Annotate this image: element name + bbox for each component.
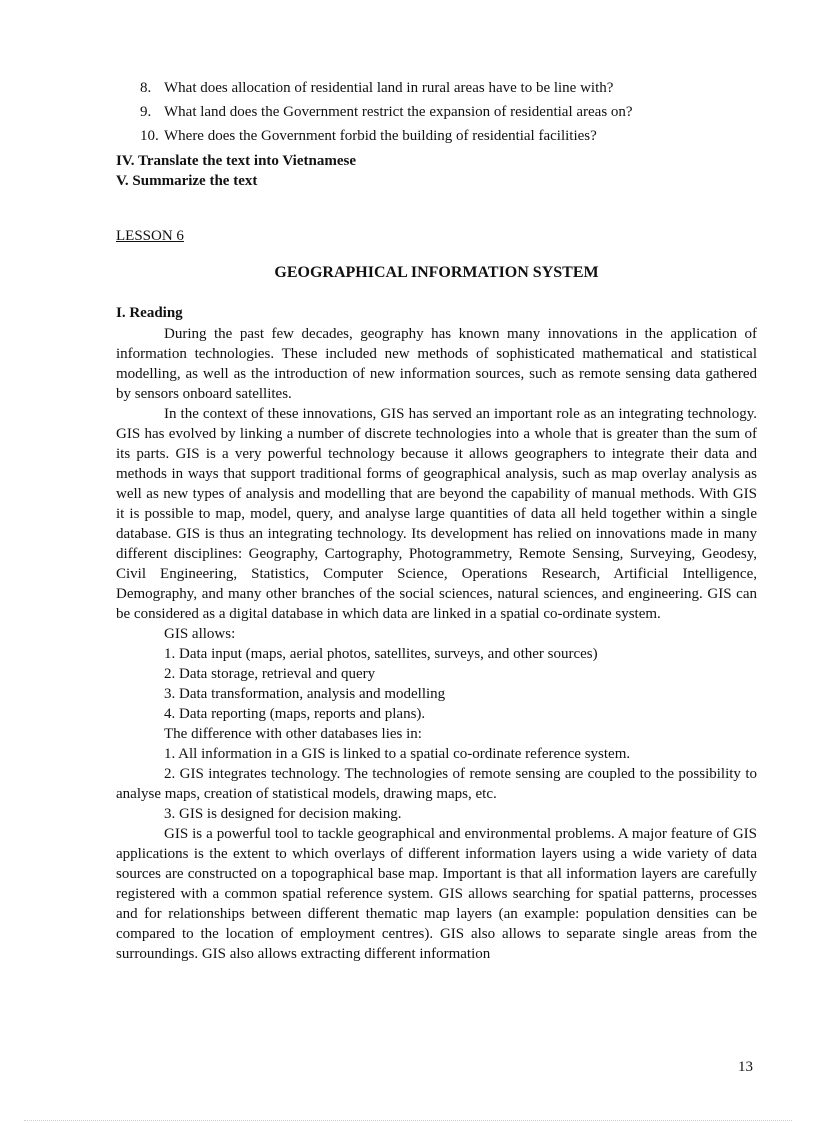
exercise-translate-heading: IV. Translate the text into Vietnamese [116,153,356,169]
paragraph: GIS allows: [164,626,236,642]
list-item: 2. Data storage, retrieval and query [164,666,376,682]
question-list [140,76,780,148]
page-title: GEOGRAPHICAL INFORMATION SYSTEM [274,264,599,281]
paragraph: 1. All information in a GIS is linked to a spatial co-ordinate reference system. [164,746,631,762]
list-item: 4. Data reporting (maps, reports and plans). [164,706,426,722]
exercise-summarize-heading: V. Summarize the text [116,173,258,189]
reading-text [116,324,757,964]
question-number: 8. [140,80,152,96]
question-text: Where does the Government forbid the building of residential facilities? [164,128,597,144]
paragraph: 2. GIS integrates technology. The technologies of remote sensing are coupled to the possibility to analyse maps, creation of statistical models, drawing maps, etc. [116,766,757,802]
page-number: 13 [738,1059,753,1075]
question-text: What land does the Government restrict the expansion of residential areas on? [164,104,633,120]
paragraph: In the context of these innovations, GIS has served an important role as an integrating technology. GIS has evolved by linking a number of discrete technologies into a whole that is greater than the sum of its parts. GIS is a very powerful technology because it allows geographers to integrate their data and methods in ways that support traditional forms of geographical analysis, such as map overlay analysis as well as new types of analysis and modelling that are beyond the capability of manual methods. With GIS it is possible to map, model, query, and analyse large quantities of data all held together within a single database. GIS is thus an integrating technology. Its development has relied on innovations made in many different disciplines: Geography, Cartography, Photogrammetry, Remote Sensing, Surveying, Geodesy, Civil Engineering, Statistics, Computer Science, Operations Research, Artificial Intelligence, Demography, and many other branches of the social sciences, natural sciences, and engineering. GIS can be considered as a digital database in which data are linked in a spatial co-ordinate system. [116,406,757,622]
list-item [140,124,780,148]
question-text: What does allocation of residential land in rural areas have to be line with? [164,80,614,96]
list-item [140,100,780,124]
question-number: 10. [140,128,159,144]
paragraph: The difference with other databases lies in: [164,726,422,742]
paragraph: 3. GIS is designed for decision making. [164,806,402,822]
paragraph: During the past few decades, geography has known many innovations in the application of information technologies. These included new methods of sophisticated mathematical and statistical modelling, as well as the introduction of new information sources, such as remote sensing data gathered by sensors onboard satellites. [116,326,757,402]
list-item: 1. Data input (maps, aerial photos, satellites, surveys, and other sources) [164,646,598,662]
list-item: 3. Data transformation, analysis and modelling [164,686,446,702]
paragraph: GIS is a powerful tool to tackle geographical and environmental problems. A major feature of GIS applications is the extent to which overlays of different information layers using a wide variety of data sources are constructed on a topographical base map. Important is that all information layers are carefully registered with a common spatial reference system. GIS allows searching for spatial patterns, processes and for relationships between different thematic map layers (an example: population densities can be compared to the location of employment centres). GIS also allows to separate single areas from the surroundings. GIS also allows extracting different information [116,826,757,962]
page-divider [24,1120,792,1121]
question-number: 9. [140,104,152,120]
section-heading: I. Reading [116,305,183,321]
lesson-label: LESSON 6 [116,228,184,244]
list-item [140,76,780,100]
